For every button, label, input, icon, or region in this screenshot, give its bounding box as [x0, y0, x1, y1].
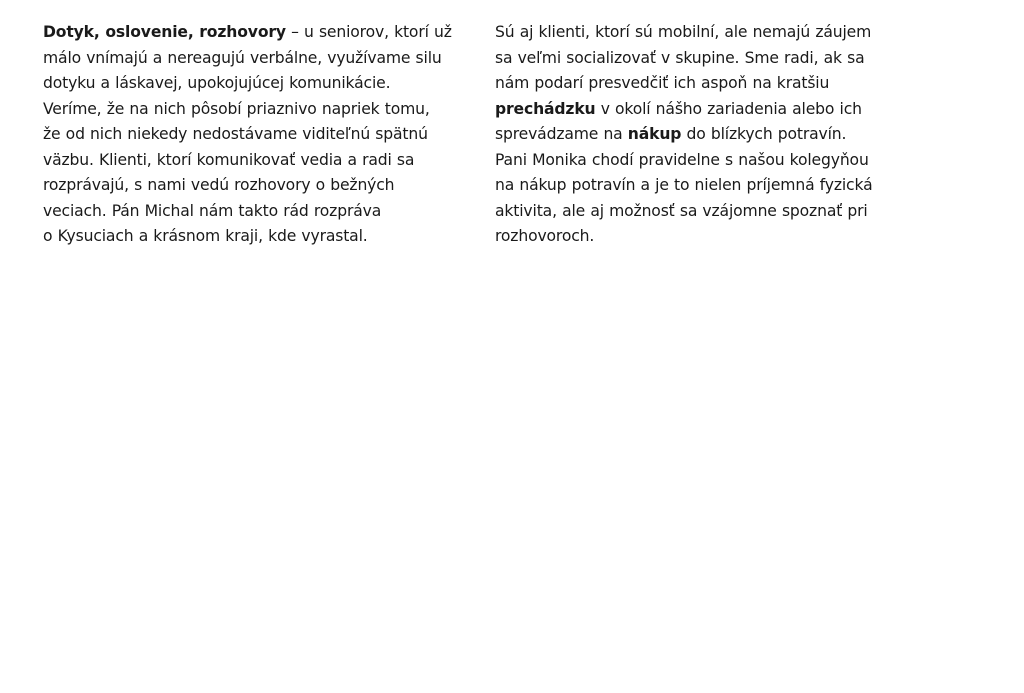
right-text-column: [495, 20, 935, 250]
paragraph-line: dotyku a láskavej, upokojujúcej komunikácie.: [43, 74, 391, 92]
emphasis-walk: prechádzku: [495, 99, 596, 118]
paragraph-line: že od nich niekedy nedostávame viditeľnú spätnú: [43, 125, 428, 143]
paragraph-line: Dotyk, oslovenie, rozhovory – u seniorov, ktorí už: [43, 23, 452, 41]
left-text-column: [43, 20, 483, 250]
paragraph-line: na nákup potravín a je to nielen príjemná fyzická: [495, 176, 873, 194]
paragraph-line: Sú aj klienti, ktorí sú mobilní, ale nemajú záujem: [495, 23, 872, 41]
paragraph-line: rozhovoroch.: [495, 227, 595, 245]
emphasis-shopping: nákup: [627, 125, 682, 143]
paragraph-line: veciach. Pán Michal nám takto rád rozpráva: [43, 201, 382, 220]
paragraph-line: málo vnímajú a nereagujú verbálne, využívame silu: [43, 48, 442, 67]
paragraph-line: prechádzku v okolí nášho zariadenia alebo ich: [495, 99, 862, 118]
paragraph-line: Veríme, že na nich pôsobí priaznivo napriek tomu,: [43, 99, 430, 118]
paragraph-line: aktivita, ale aj možnosť sa vzájomne spoznať pri: [495, 201, 868, 220]
paragraph-line: o Kysuciach a krásnom kraji, kde vyrastal.: [43, 227, 368, 245]
paragraph-line: rozprávajú, s nami vedú rozhovory o bežných: [43, 176, 395, 194]
paragraph-line: sa veľmi socializovať v skupine. Sme radi, ak sa: [495, 48, 865, 67]
paragraph-line: Pani Monika chodí pravidelne s našou kolegyňou: [495, 150, 869, 169]
paragraph-line: sprevádzame na nákup do blízkych potravín.: [495, 125, 847, 143]
section-heading: Dotyk, oslovenie, rozhovory: [43, 23, 286, 41]
paragraph-line: nám podarí presvedčiť ich aspoň na kratšiu: [495, 74, 830, 92]
paragraph-line: väzbu. Klienti, ktorí komunikovať vedia a radi sa: [43, 150, 415, 169]
